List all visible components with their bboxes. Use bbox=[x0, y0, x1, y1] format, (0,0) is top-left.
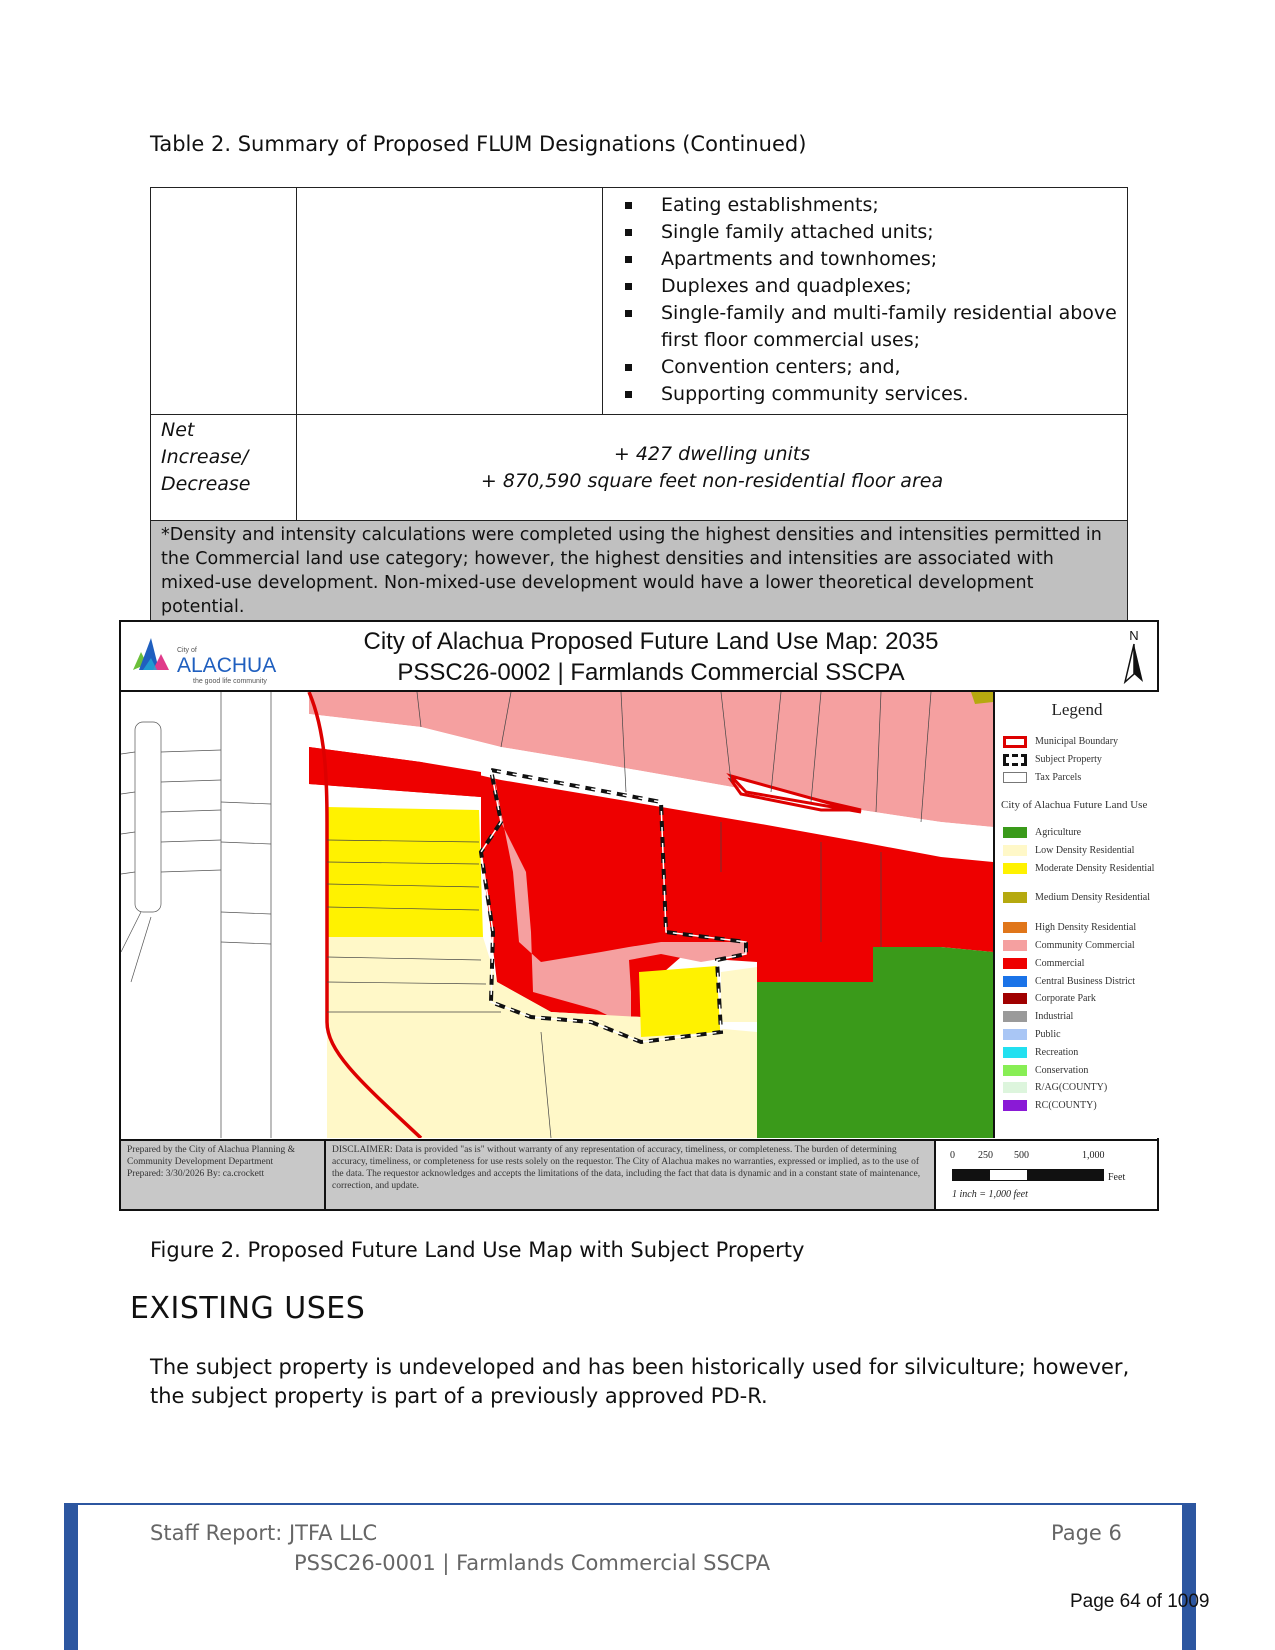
map-legend: Legend Municipal Boundary Subject Property Tax Parcels City of Alachua Future Land Use Agriculture Low Density Residential Moderate Density Residential Medium Density Residential High Density Residential Community Commercial Commercial Central Business District Corporate Park Industrial Public Recreation Conservation R/AG(COUNTY) RC(COUNTY) bbox=[993, 692, 1159, 1138]
table-caption: Table 2. Summary of Proposed FLUM Designations (Continued) bbox=[150, 132, 807, 156]
legend-swatch bbox=[1003, 1082, 1027, 1093]
footer-project: PSSC26-0001 | Farmlands Commercial SSCPA bbox=[294, 1551, 771, 1575]
footer-page-number: Page 6 bbox=[1051, 1521, 1122, 1545]
moderate-density-area bbox=[327, 807, 483, 937]
table-footnote: *Density and intensity calculations were completed using the highest densities and intensities permitted in the Commercial land use category; however, the highest densities and intensities are associated with mixed-use development. Non-mixed-use development would have a lower theoretical development potential. bbox=[151, 521, 1128, 622]
legend-swatch bbox=[1003, 976, 1027, 987]
svg-text:N: N bbox=[1129, 628, 1139, 643]
legend-swatch bbox=[1003, 1029, 1027, 1040]
legend-swatch bbox=[1003, 1065, 1027, 1076]
uses-cell bbox=[603, 188, 1128, 415]
legend-swatch bbox=[1003, 892, 1027, 903]
municipal-boundary-swatch bbox=[1003, 736, 1027, 748]
list-item: Single family attached units; bbox=[625, 219, 1119, 246]
list-item: Duplexes and quadplexes; bbox=[625, 273, 1119, 300]
scale-bar: 0 250 500 1,000 Feet 1 inch = 1,000 feet bbox=[950, 1150, 1126, 1200]
logo-small-text: City of bbox=[177, 647, 197, 654]
table-row-footnote bbox=[151, 521, 1128, 622]
map-footer bbox=[121, 1139, 1157, 1211]
alachua-logo bbox=[129, 630, 279, 686]
legend-swatch bbox=[1003, 863, 1027, 874]
legend-swatch bbox=[1003, 1100, 1027, 1111]
list-item: Convention centers; and, bbox=[625, 354, 1119, 381]
section-heading: EXISTING USES bbox=[130, 1291, 366, 1326]
future-land-use-map bbox=[119, 620, 1159, 1211]
list-item: Supporting community services. bbox=[625, 381, 1119, 408]
table-row-net bbox=[151, 415, 1128, 521]
list-item: Single-family and multi-family residential above first floor commercial uses; bbox=[625, 300, 1119, 354]
legend-group-label: City of Alachua Future Land Use bbox=[1001, 799, 1148, 811]
table-cell-empty-1 bbox=[151, 188, 297, 415]
figure-caption: Figure 2. Proposed Future Land Use Map with Subject Property bbox=[150, 1238, 805, 1262]
north-arrow-icon bbox=[1119, 626, 1149, 686]
disclaimer: DISCLAIMER: Data is provided "as is" without warranty of any representation of accuracy, timeliness, or completeness. The burden of determining accuracy, timeliness, or completeness for use rests solely on the requestor. The City of Alachua makes no warranties, expressed or implied, as to the use of the data. The requestor acknowledges and accepts the limitations of the data, including the fact that data is dynamic and in a constant state of maintenance, correction, and update. bbox=[326, 1141, 936, 1209]
scale-bar-graphic bbox=[952, 1169, 1104, 1181]
legend-swatch bbox=[1003, 845, 1027, 856]
table-row-uses bbox=[151, 188, 1128, 415]
net-label: Net Increase/ Decrease bbox=[151, 415, 297, 521]
legend-swatch bbox=[1003, 993, 1027, 1004]
uses-list bbox=[603, 188, 1127, 414]
legend-swatch bbox=[1003, 827, 1027, 838]
logo-tagline: the good life community bbox=[193, 678, 267, 685]
net-dwelling-units: + 427 dwelling units bbox=[613, 442, 811, 465]
legend-title: Legend bbox=[1051, 700, 1103, 719]
page-counter: Page 64 of 1009 bbox=[1070, 1591, 1210, 1612]
list-item: Eating establishments; bbox=[625, 192, 1119, 219]
logo-name: ALACHUA bbox=[177, 654, 277, 677]
table-cell-empty-2 bbox=[297, 188, 603, 415]
map-title bbox=[331, 626, 971, 688]
legend-swatch bbox=[1003, 1011, 1027, 1022]
net-floor-area: + 870,590 square feet non-residential floor area bbox=[480, 469, 944, 492]
legend-swatch bbox=[1003, 1047, 1027, 1058]
map-title-line2: PSSC26-0002 | Farmlands Commercial SSCPA bbox=[397, 659, 905, 686]
body-paragraph: The subject property is undeveloped and has been historically used for silviculture; however, the subject property is part of a previously approved PD-R. bbox=[150, 1355, 1130, 1408]
legend-swatch bbox=[1003, 940, 1027, 951]
net-values bbox=[297, 415, 1128, 521]
subject-property-swatch bbox=[1003, 754, 1027, 766]
flum-summary-table bbox=[150, 187, 1128, 622]
map-header bbox=[121, 622, 1157, 692]
list-item: Apartments and townhomes; bbox=[625, 246, 1119, 273]
map-title-line1: City of Alachua Proposed Future Land Use Map: 2035 bbox=[363, 628, 939, 655]
tax-parcels-swatch bbox=[1003, 772, 1027, 783]
map-canvas bbox=[121, 692, 993, 1138]
legend-swatch bbox=[1003, 958, 1027, 969]
prepared-by: Prepared by the City of Alachua Planning & Community Development Department Prepared: 3/30/2026 By: ca.crockett bbox=[121, 1141, 326, 1209]
legend-swatch bbox=[1003, 922, 1027, 933]
footer-report: Staff Report: JTFA LLC bbox=[150, 1521, 378, 1545]
